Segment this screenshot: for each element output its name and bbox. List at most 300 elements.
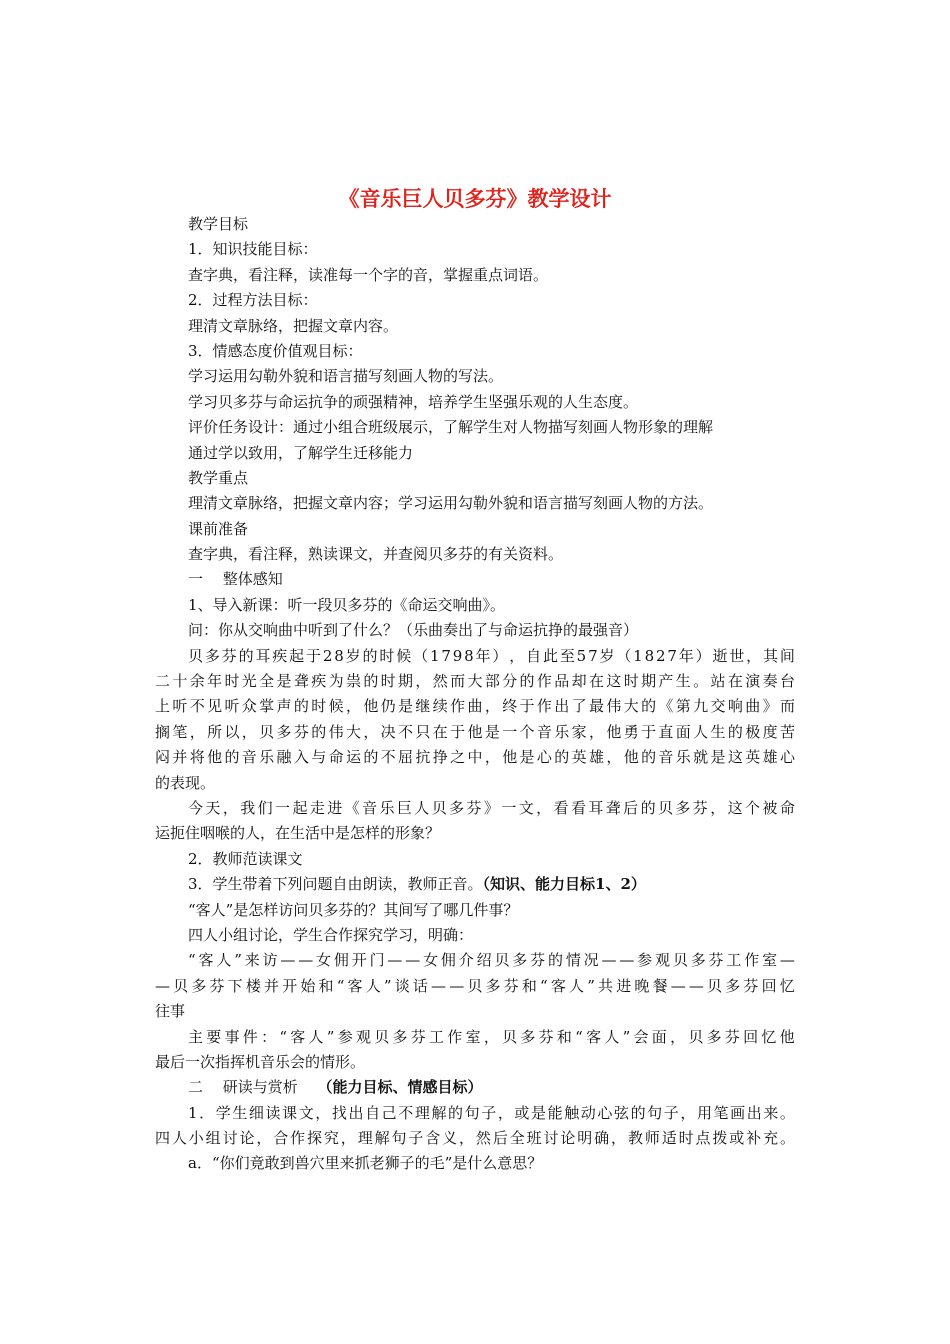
line-char: 雄 — [588, 748, 604, 767]
line-char: 是 — [519, 748, 535, 767]
line-char: 充 — [763, 1129, 779, 1148]
line-char: 贝 — [431, 798, 447, 817]
document-title: 《音乐巨人贝多芬》教学设计 — [338, 186, 612, 211]
line-char: 文 — [518, 798, 534, 817]
line-char: 伟 — [606, 697, 622, 716]
line-char: ， — [606, 748, 622, 767]
line-char: ， — [611, 1129, 627, 1148]
text-line — [155, 771, 795, 796]
line-char: 贝 — [502, 1027, 518, 1046]
line-char: 大 — [345, 722, 361, 741]
line-char: 曲 — [745, 697, 761, 716]
line-char: 多 — [485, 976, 501, 995]
line-char: 笔 — [172, 722, 188, 741]
line-char: 仍 — [380, 697, 396, 716]
line-char: 心 — [536, 748, 552, 767]
line-char: 多 — [191, 976, 207, 995]
line-char: 解 — [431, 1103, 447, 1122]
line-char: 话 — [412, 976, 428, 995]
line-char: 讨 — [543, 1129, 559, 1148]
text-line — [155, 948, 795, 973]
line-char: 多 — [512, 951, 528, 970]
line-char: 出 — [746, 1103, 762, 1122]
line-char: 运 — [345, 748, 361, 767]
text-line — [155, 1126, 795, 1151]
line-char: 下 — [227, 976, 243, 995]
line-char: 解 — [374, 1129, 390, 1148]
line-char: 音 — [658, 748, 674, 767]
line-char: ， — [497, 1103, 513, 1122]
line-char: 《 — [658, 697, 674, 716]
line-char: 是 — [710, 748, 726, 767]
text-line — [155, 974, 795, 999]
line-char: 主 — [188, 1027, 204, 1046]
line-char: 不 — [398, 722, 414, 741]
line-char: 晚 — [634, 976, 650, 995]
line-char: 芬 — [410, 1027, 426, 1046]
line-char: 一 — [502, 722, 518, 741]
line-char: 并 — [264, 976, 280, 995]
line-char: ， — [509, 646, 525, 665]
line-char: 是 — [276, 672, 292, 691]
text-line — [155, 720, 795, 745]
line-char: 他 — [467, 722, 483, 741]
line-char: 的 — [640, 798, 656, 817]
line-char: 弦 — [613, 1103, 629, 1122]
line-char: ” — [383, 976, 392, 995]
line-char: 开 — [282, 976, 298, 995]
line-char: 挣 — [432, 748, 448, 767]
line-char: 客 — [550, 976, 566, 995]
line-char: 芬 — [530, 951, 546, 970]
line-char: 人 — [569, 976, 585, 995]
line-char: 组 — [205, 1129, 221, 1148]
line-char: 1 — [633, 646, 643, 665]
line-char: 班 — [526, 1129, 542, 1148]
line-char: 子 — [408, 1129, 424, 1148]
line-char: 拨 — [712, 1129, 728, 1148]
line-text: 往事 — [155, 1002, 186, 1021]
line-char: 他 — [779, 1027, 795, 1046]
line-char: 就 — [693, 748, 709, 767]
line-char: ． — [199, 1103, 215, 1122]
line-char: ， — [746, 646, 762, 665]
line-char: 的 — [363, 748, 379, 767]
text-line — [155, 441, 795, 466]
line-char: 度 — [762, 722, 778, 741]
line-char: 的 — [630, 1103, 646, 1122]
line-char: 所 — [207, 722, 223, 741]
line-char: 》 — [762, 697, 778, 716]
line-char: 7 — [441, 646, 451, 665]
line-char: 产 — [658, 672, 674, 691]
line-text: a．“你们竟敢到兽穴里来抓老狮子的毛”是什么意思？ — [188, 1154, 543, 1173]
line-char: 他 — [606, 722, 622, 741]
line-char: 贝 — [657, 798, 673, 817]
line-text: 运扼住咽喉的人，在生活中是怎样的形象？ — [155, 824, 441, 843]
line-char: 时 — [311, 697, 327, 716]
line-char: 天 — [205, 798, 221, 817]
line-char: （ — [413, 646, 429, 665]
line-char: 不 — [398, 1103, 414, 1122]
line-char: 1 — [188, 1103, 198, 1122]
line-char: 读 — [265, 1103, 281, 1122]
line-char: — — [387, 951, 403, 970]
line-char: 芬 — [708, 951, 724, 970]
line-char: 触 — [564, 1103, 580, 1122]
line-char: 工 — [726, 951, 742, 970]
text-line — [155, 618, 795, 643]
line-char: 画 — [730, 1103, 746, 1122]
line-char: 动 — [580, 1103, 596, 1122]
line-char: ： — [261, 1027, 277, 1046]
line-char: 贝 — [467, 976, 483, 995]
line-char: 细 — [248, 1103, 264, 1122]
line-char: 作 — [450, 697, 466, 716]
line-char: 楼 — [245, 976, 261, 995]
line-text: 2．过程方法目标： — [188, 291, 318, 310]
line-char: 演 — [745, 672, 761, 691]
line-char: 乐 — [554, 722, 570, 741]
line-char: 的 — [311, 722, 327, 741]
line-char: 贝 — [707, 976, 723, 995]
line-bold-note: （知识、能力目标1、2） — [482, 875, 646, 894]
line-char: 芬 — [466, 798, 482, 817]
line-char: 找 — [331, 1103, 347, 1122]
line-char: 贝 — [688, 1027, 704, 1046]
line-char: ” — [587, 976, 595, 995]
line-char: 作 — [290, 1129, 306, 1148]
line-char: 回 — [743, 1027, 759, 1046]
line-char: 至 — [559, 646, 575, 665]
line-char: ” — [622, 1027, 631, 1046]
line-char: 候 — [328, 697, 344, 716]
line-char: 用 — [696, 1103, 712, 1122]
line-char: 义 — [442, 1129, 458, 1148]
line-char: 作 — [447, 1027, 463, 1046]
line-char: 聋 — [605, 798, 621, 817]
line-text: 评价任务设计：通过小组合班级展示，了解学生对人物描写刻画人物形象的理解 — [188, 418, 714, 437]
text-line — [155, 923, 795, 948]
line-char: 论 — [560, 1129, 576, 1148]
line-char: 个 — [519, 722, 535, 741]
line-char: 合 — [273, 1129, 289, 1148]
line-char: 出 — [348, 1103, 364, 1122]
line-char: 其 — [763, 646, 779, 665]
line-char: 生 — [232, 1103, 248, 1122]
line-char: 于 — [450, 722, 466, 741]
line-char: 期 — [398, 672, 414, 691]
line-text: 教学目标 — [188, 215, 249, 233]
line-char: 入 — [293, 748, 309, 767]
line-char: 祟 — [345, 672, 361, 691]
line-char: 女 — [423, 951, 439, 970]
line-char: 笔 — [713, 1103, 729, 1122]
line-char: 句 — [647, 1103, 663, 1122]
line-char: 一 — [275, 798, 291, 817]
line-char: 音 — [241, 748, 257, 767]
line-char: 句 — [391, 1129, 407, 1148]
line-char: 5 — [576, 646, 587, 665]
line-char: 继 — [415, 697, 431, 716]
line-char: 子 — [663, 1103, 679, 1122]
line-char: 而 — [779, 697, 795, 716]
line-char: 观 — [355, 1027, 371, 1046]
line-char: 》 — [483, 798, 499, 817]
line-char: 人 — [604, 1027, 620, 1046]
line-char: 究 — [323, 1129, 339, 1148]
line-char: 。 — [779, 1129, 795, 1148]
line-char: 这 — [727, 748, 743, 767]
line-char: 门 — [369, 951, 385, 970]
line-char: 听 — [224, 697, 240, 716]
line-char: 芬 — [221, 646, 237, 665]
line-char: 9 — [452, 646, 463, 665]
line-char: ， — [483, 1027, 499, 1046]
line-char: 共 — [598, 976, 614, 995]
line-char: 参 — [637, 951, 653, 970]
line-char: 然 — [475, 1129, 491, 1148]
line-char: 勇 — [623, 722, 639, 741]
line-char: 明 — [577, 1129, 593, 1148]
line-char: 个 — [745, 798, 761, 817]
line-char: 乐 — [259, 748, 275, 767]
line-char: 而 — [450, 672, 466, 691]
line-char: 众 — [241, 697, 257, 716]
line-char: 看 — [570, 798, 586, 817]
line-char: 是 — [484, 722, 500, 741]
line-char: 多 — [392, 1027, 408, 1046]
line-char: 自 — [526, 646, 542, 665]
text-line — [155, 237, 795, 262]
line-char: 起 — [289, 646, 305, 665]
line-char: 命 — [779, 798, 795, 817]
line-char: 于 — [306, 646, 322, 665]
line-char: 介 — [458, 951, 474, 970]
line-char: 室 — [762, 951, 778, 970]
line-char: 英 — [745, 748, 761, 767]
line-text: 学习贝多芬与命运抗争的顽强精神，培养学生坚强乐观的人生态度。 — [188, 392, 639, 411]
line-char: 文 — [298, 1103, 314, 1122]
line-char: ） — [695, 646, 711, 665]
line-char: 人 — [171, 1129, 187, 1148]
line-char: 观 — [655, 951, 671, 970]
line-char: ） — [492, 646, 508, 665]
line-char: 芬 — [538, 1027, 554, 1046]
line-char: 来 — [244, 951, 260, 970]
line-char: 芬 — [503, 976, 519, 995]
line-text: 最后一次指挥机音乐会的情形。 — [155, 1052, 366, 1071]
line-char: 雄 — [762, 748, 778, 767]
line-char: 乐 — [675, 748, 691, 767]
line-char: 九 — [693, 697, 709, 716]
line-char: 多 — [449, 798, 465, 817]
line-text: “客人”是怎样访问贝多芬的？其间写了哪几件事？ — [188, 900, 519, 919]
line-char: 忆 — [761, 1027, 777, 1046]
line-char: 《 — [344, 798, 360, 817]
line-char: 客 — [586, 1027, 602, 1046]
line-char: 的 — [547, 951, 563, 970]
line-char: 2 — [655, 646, 666, 665]
line-char: 年 — [207, 672, 223, 691]
line-char: ” — [234, 951, 242, 970]
line-char: （ — [616, 646, 632, 665]
line-char: 岁 — [345, 646, 361, 665]
line-char: 子 — [481, 1103, 497, 1122]
line-char: 忆 — [779, 976, 795, 995]
text-line — [155, 517, 795, 542]
line-text: 学习运用勾勒外貌和语言描写刻画人物的写法。 — [188, 367, 504, 386]
line-char: — — [280, 951, 296, 970]
line-text: 通过学以致用，了解学生迁移能力 — [188, 443, 414, 462]
line-char: 句 — [464, 1103, 480, 1122]
line-char: ， — [484, 697, 500, 716]
line-char: 自 — [365, 1103, 381, 1122]
line-bold-note: （能力目标、情感目标） — [317, 1078, 483, 1097]
line-char: 岁 — [599, 646, 615, 665]
line-char: 能 — [547, 1103, 563, 1122]
line-char: 生 — [675, 672, 691, 691]
line-char: 生 — [710, 722, 726, 741]
line-char: 屈 — [398, 748, 414, 767]
line-char: 然 — [432, 672, 448, 691]
line-text: 理清文章脉络，把握文章内容。 — [188, 316, 399, 335]
line-char: 心 — [597, 1103, 613, 1122]
text-line — [155, 364, 795, 389]
line-char: 时 — [623, 672, 639, 691]
line-char: 响 — [727, 697, 743, 716]
line-char: 疾 — [311, 672, 327, 691]
line-char: 间 — [779, 646, 795, 665]
line-char: 探 — [307, 1129, 323, 1148]
text-line — [155, 339, 795, 364]
line-text: 四人小组讨论，学生合作探究学习，明确： — [188, 925, 474, 944]
line-char: 8 — [334, 646, 344, 665]
line-char: 7 — [667, 646, 677, 665]
line-char: 世 — [729, 646, 745, 665]
line-char: 多 — [204, 646, 220, 665]
line-char: 面 — [675, 722, 691, 741]
line-char: 在 — [432, 722, 448, 741]
line-char: 人 — [365, 976, 381, 995]
line-char: 为 — [328, 672, 344, 691]
line-char: 。 — [779, 1103, 795, 1122]
line-char: 音 — [536, 722, 552, 741]
line-char: 是 — [531, 1103, 547, 1122]
line-char: ， — [670, 1027, 686, 1046]
line-char: — — [449, 976, 465, 995]
text-line — [155, 593, 795, 618]
line-char: 融 — [276, 748, 292, 767]
line-char: 和 — [521, 976, 537, 995]
line-char: 或 — [729, 1129, 745, 1148]
line-char: 起 — [292, 798, 308, 817]
line-char: — — [405, 951, 421, 970]
line-char: “ — [540, 976, 548, 995]
line-text: 查字典，看注释，熟读课文，并查阅贝多芬的有关资料。 — [188, 545, 564, 564]
line-char: 心 — [779, 748, 795, 767]
text-line — [155, 1151, 795, 1176]
line-char: 看 — [553, 798, 569, 817]
line-char: 苦 — [779, 722, 795, 741]
line-char: 上 — [155, 697, 171, 716]
line-char: 四 — [155, 1129, 171, 1148]
line-char: 的 — [641, 748, 657, 767]
line-char: 8 — [644, 646, 655, 665]
line-char: 的 — [238, 646, 254, 665]
line-char: ， — [189, 722, 205, 741]
line-char: 耳 — [588, 798, 604, 817]
line-char: 期 — [641, 672, 657, 691]
line-char: 后 — [492, 1129, 508, 1148]
line-char: 光 — [241, 672, 257, 691]
line-text: 3．学生带着下列问题自由朗读，教师正音。 — [188, 875, 483, 894]
text-line — [155, 1101, 795, 1126]
line-char: 和 — [556, 1027, 572, 1046]
line-char: 芬 — [724, 1027, 740, 1046]
line-char: 今 — [188, 798, 204, 817]
line-char: — — [155, 976, 170, 995]
line-char: ， — [340, 1129, 356, 1148]
line-char: 客 — [290, 1027, 306, 1046]
text-line — [155, 314, 795, 339]
text-line — [155, 466, 795, 491]
text-line — [155, 898, 795, 923]
line-char: 的 — [362, 646, 378, 665]
line-char: 年 — [475, 646, 491, 665]
line-char: 己 — [381, 1103, 397, 1122]
line-char: 回 — [761, 976, 777, 995]
line-char: 和 — [318, 976, 334, 995]
line-char: 此 — [542, 646, 558, 665]
line-char: 一 — [501, 798, 517, 817]
line-char: 最 — [588, 697, 604, 716]
line-char: 时 — [678, 1129, 694, 1148]
line-char: ， — [588, 722, 604, 741]
line-text: 理清文章脉络，把握文章内容；学习运用勾勒外貌和语言描写刻画人物的方法。 — [188, 494, 714, 513]
line-char: 中 — [467, 748, 483, 767]
line-char: 在 — [727, 672, 743, 691]
line-char: 的 — [554, 748, 570, 767]
line-char: 或 — [514, 1103, 530, 1122]
line-char: 情 — [565, 951, 581, 970]
line-char: 于 — [641, 722, 657, 741]
line-char: 贝 — [672, 951, 688, 970]
line-char: 时 — [379, 646, 395, 665]
line-char: 多 — [706, 1027, 722, 1046]
line-char: 聋 — [293, 672, 309, 691]
line-char: 进 — [616, 976, 632, 995]
line-char: 。 — [693, 672, 709, 691]
line-char: 课 — [282, 1103, 298, 1122]
line-char: 件 — [242, 1027, 258, 1046]
line-char: 理 — [414, 1103, 430, 1122]
line-text: 3．情感态度价值观目标： — [188, 341, 363, 360]
line-char: ， — [680, 1103, 696, 1122]
line-char: 巨 — [396, 798, 412, 817]
line-char: ， — [415, 672, 431, 691]
line-char: 作 — [536, 697, 552, 716]
line-char: 他 — [502, 748, 518, 767]
line-char: “ — [336, 976, 345, 995]
line-char: 多 — [675, 798, 691, 817]
line-char: 贝 — [173, 976, 189, 995]
text-line — [155, 644, 795, 669]
line-char: 贝 — [374, 1027, 390, 1046]
line-char: 在 — [588, 672, 604, 691]
line-char: — — [431, 976, 447, 995]
line-text: 教学重点 — [188, 468, 249, 487]
